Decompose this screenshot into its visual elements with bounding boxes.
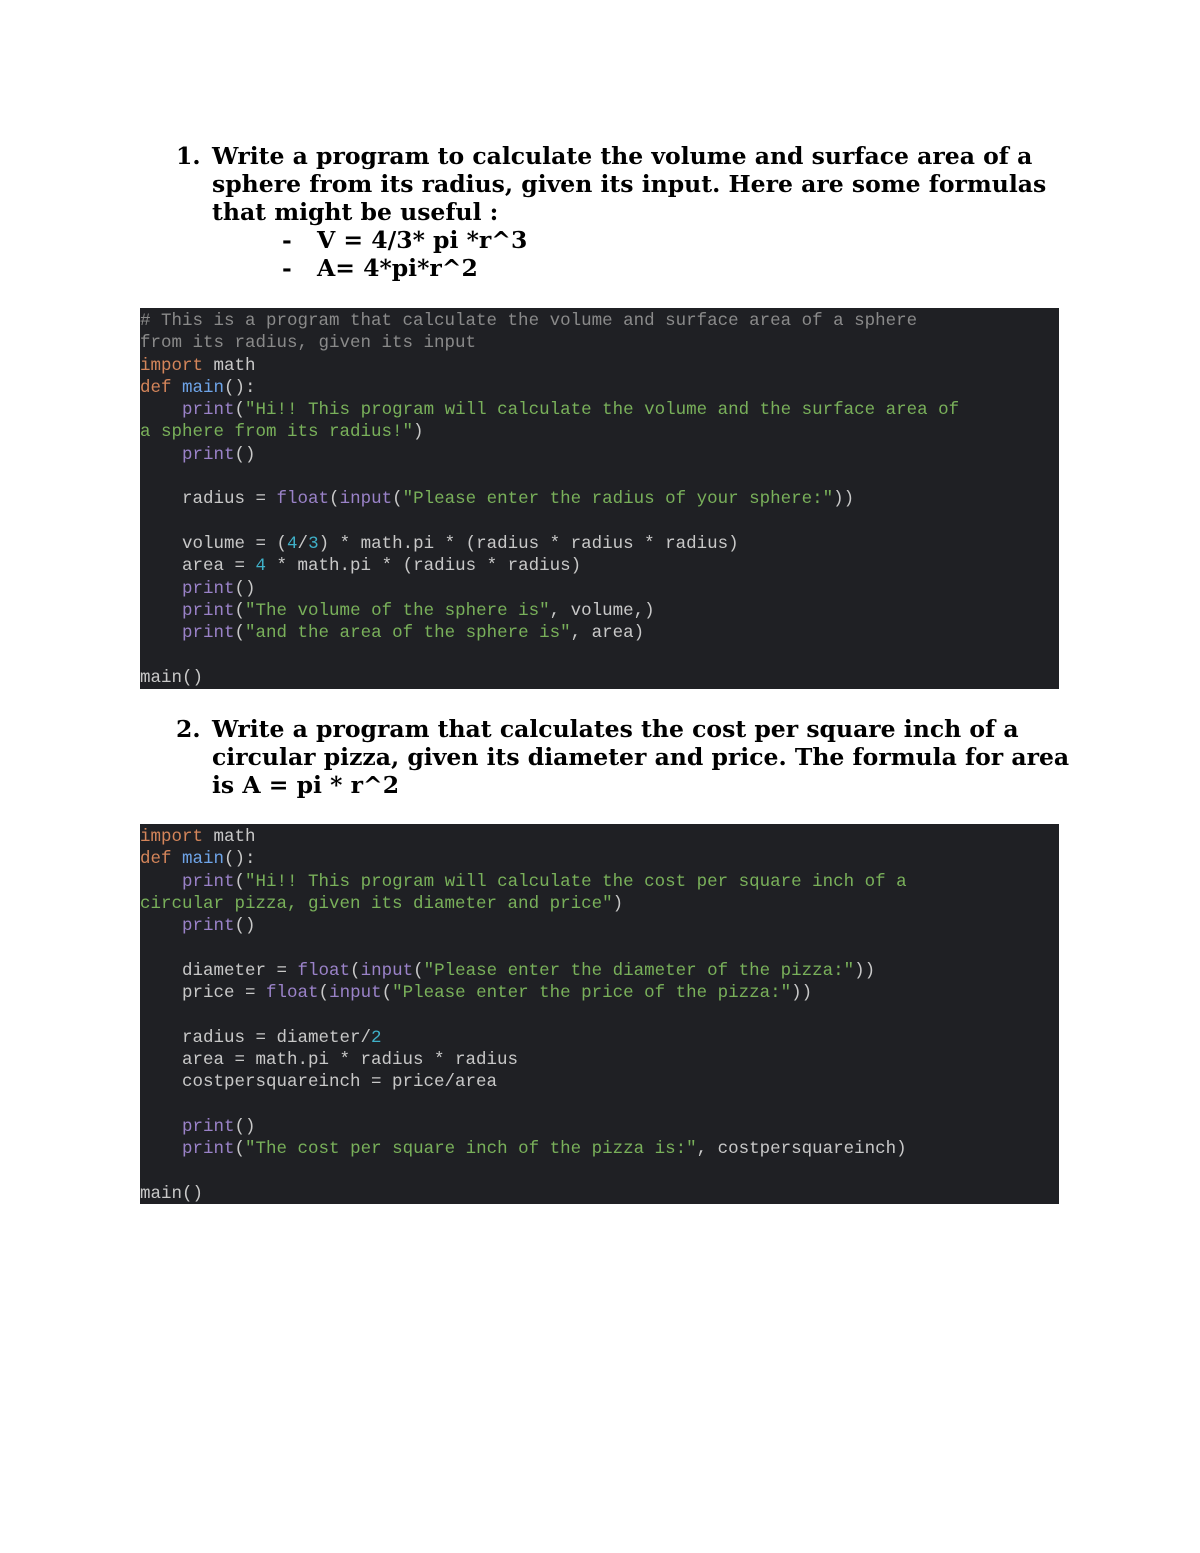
- code-token: float: [266, 983, 319, 1004]
- code-token: [140, 400, 182, 420]
- code-token: [140, 1117, 182, 1137]
- code-token: float: [297, 960, 351, 981]
- code-token: (: [234, 871, 246, 892]
- code-token: , costpersquareinch): [696, 1139, 907, 1160]
- code-line: [140, 893, 1059, 915]
- code-token: "Please enter the diameter of the pizza:": [423, 960, 855, 981]
- code-token: (: [318, 983, 330, 1004]
- code-line: [140, 444, 1059, 466]
- code-token: "Hi!! This program will calculate the volume and the surface area of: [245, 400, 960, 421]
- code-block-sphere: [140, 308, 1059, 689]
- code-token: print: [182, 444, 235, 465]
- code-token: [140, 601, 182, 621]
- code-line: [140, 982, 1059, 1004]
- code-line: [140, 826, 1059, 848]
- code-line: [140, 1183, 1059, 1204]
- code-line: [140, 310, 1059, 332]
- formula-item: [176, 254, 1076, 282]
- code-token: print: [182, 600, 235, 621]
- code-token: from its radius, given its input: [140, 333, 477, 354]
- code-token: * math.pi * (radius * radius): [266, 556, 582, 577]
- code-line: [140, 355, 1059, 377]
- code-line: [140, 555, 1059, 577]
- code-token: "The volume of the sphere is": [245, 600, 550, 621]
- code-token: ():: [224, 849, 256, 870]
- code-line: [140, 848, 1059, 870]
- code-token: def: [140, 377, 172, 398]
- code-token: ():: [224, 377, 256, 398]
- question-1: [176, 142, 1076, 282]
- code-token: (): [234, 1116, 256, 1137]
- code-line: [140, 578, 1059, 600]
- code-token: "and the area of the sphere is": [245, 623, 571, 644]
- code-token: ) * math.pi * (radius * radius * radius): [318, 533, 739, 554]
- area-formula: A= 4*pi*r^2: [317, 254, 478, 282]
- code-token: , area): [570, 623, 645, 644]
- code-token: )): [833, 489, 855, 510]
- code-token: costpersquareinch = price/area: [140, 1072, 498, 1093]
- volume-formula: V = 4/3* pi *r^3: [317, 226, 528, 254]
- code-line: [140, 377, 1059, 399]
- bullet-dash: -: [282, 226, 292, 254]
- code-line: [140, 644, 1059, 666]
- code-line: [140, 399, 1059, 421]
- code-token: # This is a program that calculate the volume and surface area of a sphere: [140, 311, 918, 331]
- code-token: import: [140, 355, 204, 376]
- code-token: main: [182, 377, 225, 398]
- code-token: main(): [140, 1183, 204, 1204]
- bullet-dash: -: [282, 254, 292, 282]
- code-block-pizza: [140, 824, 1059, 1204]
- code-token: [140, 579, 182, 599]
- code-token: (: [350, 960, 361, 981]
- code-line: [140, 1094, 1059, 1116]
- code-line: [140, 421, 1059, 443]
- code-token: )): [791, 983, 813, 1004]
- code-token: "Hi!! This program will calculate the cost per square inch of a: [245, 871, 907, 892]
- code-token: input: [339, 489, 393, 510]
- code-line: [140, 667, 1059, 689]
- code-token: (): [234, 444, 256, 465]
- question-text: Write a program that calculates the cost per square inch of a circular pizza, given its diameter and price. The formula for area is A = pi * r^2: [212, 715, 1070, 799]
- code-line: [140, 1116, 1059, 1138]
- code-token: def: [140, 849, 172, 870]
- code-line: [140, 622, 1059, 644]
- code-line: [140, 915, 1059, 937]
- code-token: diameter =: [140, 960, 298, 981]
- code-token: [140, 445, 182, 465]
- code-token: (: [234, 400, 246, 421]
- code-token: [172, 378, 183, 398]
- code-line: [140, 1138, 1059, 1160]
- code-token: area =: [140, 556, 256, 577]
- code-token: print: [182, 623, 235, 644]
- code-token: circular pizza, given its diameter and price": [140, 893, 613, 914]
- code-token: (: [392, 489, 403, 510]
- code-line: [140, 600, 1059, 622]
- code-line: [140, 1004, 1059, 1026]
- code-token: ): [413, 422, 424, 443]
- code-token: area = math.pi * radius * radius: [140, 1049, 519, 1070]
- code-token: "The cost per square inch of the pizza is:": [245, 1139, 697, 1160]
- code-token: 2: [371, 1027, 382, 1048]
- code-token: [140, 916, 182, 936]
- code-token: (: [381, 983, 393, 1004]
- code-token: math: [203, 355, 256, 376]
- question-text: Write a program to calculate the volume and surface area of a sphere from its radius, given its input. Here are some formulas that might be useful :: [212, 142, 1047, 226]
- code-token: 3: [308, 533, 319, 554]
- code-token: (: [329, 489, 340, 510]
- code-line: [140, 466, 1059, 488]
- code-token: math: [203, 827, 256, 847]
- code-line: [140, 533, 1059, 555]
- code-token: (: [234, 600, 246, 621]
- code-token: print: [182, 400, 235, 421]
- code-token: "Please enter the radius of your sphere:": [402, 489, 834, 510]
- code-token: [172, 849, 183, 869]
- code-line: [140, 1027, 1059, 1049]
- code-token: a sphere from its radius!": [140, 422, 414, 443]
- code-token: [140, 623, 182, 643]
- code-token: input: [329, 983, 382, 1004]
- code-token: 4: [287, 533, 298, 554]
- question-number: 1.: [176, 142, 201, 170]
- code-token: main: [182, 849, 225, 870]
- formula-item: [176, 226, 1076, 254]
- code-line: [140, 937, 1059, 959]
- code-token: print: [182, 1139, 235, 1160]
- code-token: ): [612, 893, 624, 914]
- code-token: price =: [140, 983, 267, 1004]
- code-token: /: [297, 533, 309, 554]
- code-token: radius = diameter/: [140, 1027, 372, 1048]
- code-token: input: [360, 960, 414, 981]
- code-token: (): [234, 578, 256, 599]
- code-token: [140, 872, 182, 892]
- code-token: import: [140, 827, 204, 847]
- code-line: [140, 332, 1059, 354]
- code-token: "Please enter the price of the pizza:": [392, 983, 792, 1004]
- code-token: (): [234, 916, 256, 937]
- code-token: print: [182, 871, 235, 892]
- code-token: )): [854, 960, 876, 981]
- code-token: [140, 1139, 182, 1159]
- code-line: [140, 871, 1059, 893]
- question-number: 2.: [176, 715, 201, 743]
- code-token: , volume,): [549, 600, 655, 621]
- code-line: [140, 960, 1059, 982]
- code-token: float: [276, 489, 330, 510]
- code-line: [140, 1160, 1059, 1182]
- code-token: volume = (: [140, 533, 288, 554]
- code-line: [140, 1049, 1059, 1071]
- code-token: (: [234, 623, 246, 644]
- code-line: [140, 1071, 1059, 1093]
- code-token: radius =: [140, 489, 277, 510]
- question-2: [176, 715, 1076, 799]
- code-line: [140, 488, 1059, 510]
- code-token: print: [182, 916, 235, 937]
- code-token: print: [182, 578, 235, 599]
- code-token: (: [413, 960, 424, 981]
- code-token: (: [234, 1139, 246, 1160]
- code-token: print: [182, 1116, 235, 1137]
- code-token: main(): [140, 667, 204, 688]
- code-line: [140, 511, 1059, 533]
- code-token: 4: [255, 556, 267, 577]
